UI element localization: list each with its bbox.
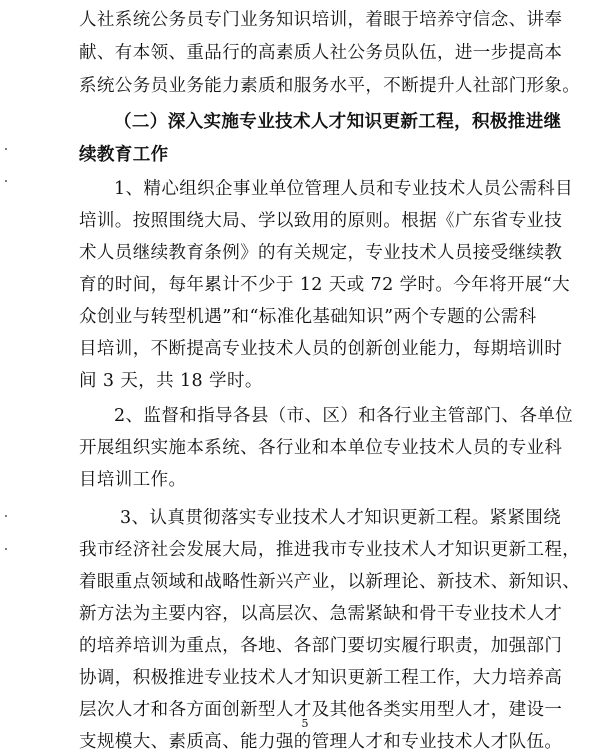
section-heading-line: （二）深入实施专业技术人才知识更新工程，积极推进继 bbox=[114, 112, 562, 132]
body-text-line: 新方法为主要内容，以高层次、急需紧缺和骨干专业技术人才 bbox=[79, 604, 563, 624]
body-text-line: 2、监督和指导各县（市、区）和各行业主管部门、各单位 bbox=[114, 406, 574, 426]
body-text-line: 献、有本领、重品行的高素质人社公务员队伍，进一步提高本 bbox=[79, 43, 563, 63]
section-heading-line: 续教育工作 bbox=[79, 145, 169, 165]
body-text-line: 的培养培训为重点，各地、各部门要切实履行职责，加强部门 bbox=[79, 636, 563, 656]
body-text-line: 人社系统公务员专门业务知识培训，着眼于培养守信念、讲奉 bbox=[79, 10, 563, 30]
body-text-line: 我市经济社会发展大局，推进我市专业技术人才知识更新工程， bbox=[79, 540, 581, 560]
body-text-line: 支规模大、素质高、能力强的管理人才和专业技术人才队伍。 bbox=[79, 732, 563, 752]
margin-dot bbox=[5, 180, 7, 182]
body-text-line: 3、认真贯彻落实专业技术人才知识更新工程。紧紧围绕 bbox=[120, 508, 562, 528]
body-text-line: 育的时间，每年累计不少于 12 天或 72 学时。今年将开展“大 bbox=[79, 275, 571, 295]
body-text-line: 目培训，不断提高专业技术人员的创新创业能力，每期培训时 bbox=[79, 339, 563, 359]
body-text-line: 术人员继续教育条例》的有关规定，专业技术人员接受继续教 bbox=[79, 243, 563, 263]
body-text-line: 系统公务员业务能力素质和服务水平，不断提升人社部门形象。 bbox=[79, 76, 581, 96]
body-text-line: 开展组织实施本系统、各行业和本单位专业技术人员的专业科 bbox=[79, 438, 563, 458]
body-text-line: 层次人才和各方面创新型人才及其他各类实用型人才，建设一 bbox=[79, 700, 563, 720]
margin-dot bbox=[5, 515, 7, 517]
body-text-line: 目培训工作。 bbox=[79, 470, 187, 490]
body-text-line: 1、精心组织企事业单位管理人员和专业技术人员公需科目 bbox=[114, 179, 574, 199]
body-text-line: 培训。按照围绕大局、学以致用的原则。根据《广东省专业技 bbox=[79, 211, 563, 231]
page-number: 5 bbox=[301, 717, 309, 730]
margin-dot bbox=[5, 548, 7, 550]
body-text-line: 协调，积极推进专业技术人才知识更新工程工作，大力培养高 bbox=[79, 668, 563, 688]
margin-dot bbox=[5, 148, 7, 150]
body-text-line: 众创业与转型机遇”和“标准化基础知识”两个专题的公需科 bbox=[79, 307, 537, 327]
body-text-line: 间 3 天，共 18 学时。 bbox=[79, 371, 263, 391]
body-text-line: 着眼重点领域和战略性新兴产业，以新理论、新技术、新知识、 bbox=[79, 572, 581, 592]
